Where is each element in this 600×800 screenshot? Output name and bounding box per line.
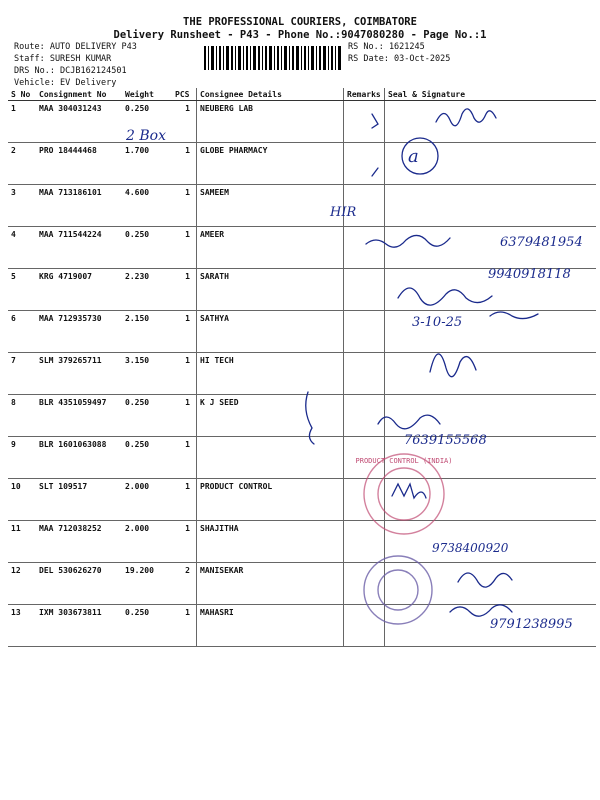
cell-pcs: 1 (172, 227, 197, 269)
signature-12 (458, 573, 512, 587)
box-note: 2 Box (126, 128, 166, 144)
col-remarks: Remarks (344, 88, 385, 101)
cell-weight: 4.600 (122, 185, 172, 227)
signature-8 (378, 415, 440, 429)
cell-weight: 0.250 (122, 395, 172, 437)
cell-consignee: PRODUCT CONTROL (197, 479, 344, 521)
cell-consignee: SARATH (197, 269, 344, 311)
col-sno: S No (8, 88, 36, 101)
cell-sno: 6 (8, 311, 36, 353)
route-field: Route: AUTO DELIVERY P43 (14, 42, 137, 52)
cell-consignment: MAA 711544224 (36, 227, 122, 269)
staff-field: Staff: SURESH KUMAR (14, 54, 112, 64)
cell-consignee: MAHASRI (197, 605, 344, 647)
runsheet-subtitle: Delivery Runsheet - P43 - Phone No.:9047080280 - Page No.:1 (113, 29, 487, 41)
col-consignment: Consignment No (36, 88, 122, 101)
tick-mark-1 (372, 114, 378, 128)
col-consignee: Consignee Details (197, 88, 344, 101)
bracket-mark (306, 392, 314, 444)
cell-weight: 0.250 (122, 227, 172, 269)
cell-consignment: MAA 712935730 (36, 311, 122, 353)
signature-6 (490, 312, 538, 319)
cell-consignee: NEUBERG LAB (197, 101, 344, 143)
cell-weight: 2.230 (122, 269, 172, 311)
rs-number: RS No.: 1621245 (348, 42, 425, 52)
cell-pcs: 1 (172, 269, 197, 311)
cell-weight: 2.150 (122, 311, 172, 353)
signature-7 (430, 354, 476, 377)
col-pcs: PCS (172, 88, 197, 101)
cell-sno: 9 (8, 437, 36, 479)
cell-weight: 19.200 (122, 563, 172, 605)
cell-sno: 8 (8, 395, 36, 437)
cell-pcs: 1 (172, 101, 197, 143)
cell-consignment: BLR 1601063088 (36, 437, 122, 479)
cell-pcs: 1 (172, 605, 197, 647)
cell-sno: 5 (8, 269, 36, 311)
phone-note-5: 9791238995 (490, 617, 573, 632)
cell-pcs: 1 (172, 395, 197, 437)
cell-weight: 3.150 (122, 353, 172, 395)
remark-hr: HIR (330, 205, 357, 220)
cell-pcs: 1 (172, 353, 197, 395)
signature-5 (398, 288, 492, 305)
cell-consignment: SLM 379265711 (36, 353, 122, 395)
cell-consignee: HI TECH (197, 353, 344, 395)
cell-consignment: PRO 18444468 (36, 143, 122, 185)
cell-consignee: MANISEKAR (197, 563, 344, 605)
cell-weight: 0.250 (122, 101, 172, 143)
cell-consignment: SLT 109517 (36, 479, 122, 521)
cell-weight: 2.000 (122, 521, 172, 563)
cell-consignment: DEL 530626270 (36, 563, 122, 605)
cell-consignee: AMEER (197, 227, 344, 269)
cell-pcs: 1 (172, 185, 197, 227)
cell-pcs: 1 (172, 437, 197, 479)
cell-sno: 7 (8, 353, 36, 395)
cell-consignee: K J SEED (197, 395, 344, 437)
cell-sno: 10 (8, 479, 36, 521)
cell-sno: 3 (8, 185, 36, 227)
tick-mark-2 (372, 168, 378, 176)
round-seal (364, 556, 432, 624)
phone-note-1: 6379481954 (500, 235, 583, 250)
cell-sno: 13 (8, 605, 36, 647)
phone-note-2: 9940918118 (488, 267, 571, 282)
svg-text:a: a (408, 146, 419, 167)
cell-sno: 1 (8, 101, 36, 143)
cell-consignee: SAMEEM (197, 185, 344, 227)
cell-weight: 1.700 (122, 143, 172, 185)
cell-consignee: GLOBE PHARMACY (197, 143, 344, 185)
signature-10 (392, 484, 426, 498)
cell-pcs: 1 (172, 143, 197, 185)
cell-sno: 11 (8, 521, 36, 563)
cell-consignee: SHAJITHA (197, 521, 344, 563)
phone-note-4: 9738400920 (432, 541, 509, 555)
signature-1 (436, 109, 496, 126)
cell-consignee: SATHYA (197, 311, 344, 353)
cell-weight: 2.000 (122, 479, 172, 521)
cell-sno: 12 (8, 563, 36, 605)
cell-weight: 0.250 (122, 437, 172, 479)
signature-13 (450, 605, 512, 616)
cell-consignment: MAA 713186101 (36, 185, 122, 227)
cell-consignment: MAA 304031243 (36, 101, 122, 143)
control-stamp (364, 454, 444, 534)
date-note: 3-10-25 (412, 315, 463, 330)
cell-consignment: KRG 4719007 (36, 269, 122, 311)
drs-field: DRS No.: DCJB162124501 (14, 66, 127, 76)
cell-consignment: IXM 303673811 (36, 605, 122, 647)
cell-consignment: MAA 712038252 (36, 521, 122, 563)
cell-pcs: 2 (172, 563, 197, 605)
col-seal: Seal & Signature (385, 88, 597, 101)
cell-sno: 2 (8, 143, 36, 185)
cell-pcs: 1 (172, 311, 197, 353)
cell-consignment: BLR 4351059497 (36, 395, 122, 437)
cell-pcs: 1 (172, 479, 197, 521)
cell-pcs: 1 (172, 521, 197, 563)
company-title: THE PROFESSIONAL COURIERS, COIMBATORE (183, 16, 417, 28)
vehicle-field: Vehicle: EV Delivery (14, 78, 117, 88)
signature-4 (366, 235, 450, 247)
cell-sno: 4 (8, 227, 36, 269)
svg-text:PRODUCT CONTROL (INDIA): PRODUCT CONTROL (INDIA) (355, 457, 453, 465)
col-weight: Weight (122, 88, 172, 101)
rs-date: RS Date: 03-Oct-2025 (348, 54, 451, 64)
phone-note-3: 7639155568 (404, 433, 487, 448)
cell-weight: 0.250 (122, 605, 172, 647)
